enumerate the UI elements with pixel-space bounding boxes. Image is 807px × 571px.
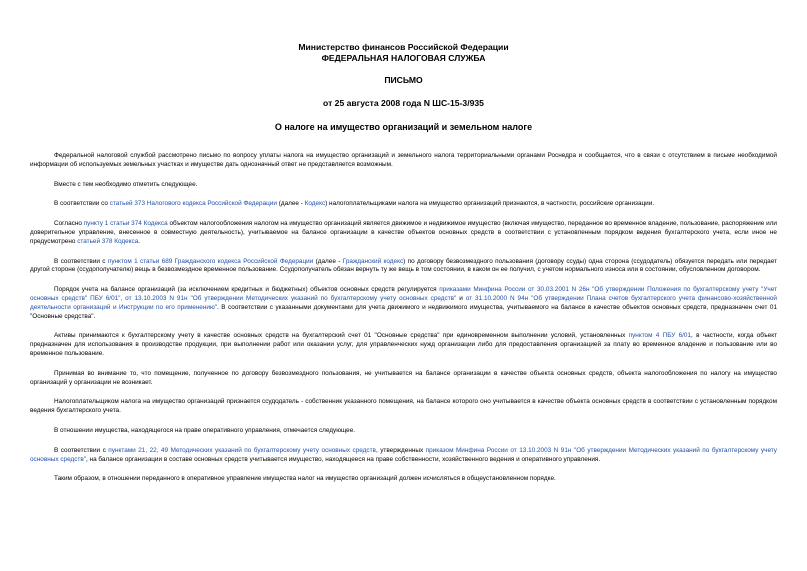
paragraph-text: В отношении имущества, находящегося на праве оперативного управления, отмечается следующее. xyxy=(54,426,356,434)
paragraph-text: Таким образом, в отношении переданного в оперативное управление имущества налог на имущество организаций должен исчисляться в общеустановленном порядке. xyxy=(54,475,556,483)
paragraph-text: . В соответствии с указанными документами для учета движимого и недвижимого имущества, учитываемого на балансе в качестве объектов основных средств, предназначен счет 01 "Основные средства". xyxy=(30,303,778,320)
document-link[interactable]: пункту 1 статьи 374 Кодекса xyxy=(83,220,168,228)
document-link[interactable]: пунктом 1 статьи 689 Гражданского кодекса Российской Федерации xyxy=(107,257,314,265)
document-date-number: от 25 августа 2008 года N ШС-15-3/935 xyxy=(323,97,484,108)
document-link[interactable]: приказом Минфина России от 13.10.2003 N 91н "Об утверждении Методических указаний по бухгалтерскому учету основных средств" xyxy=(30,446,777,463)
document-link[interactable]: статьей 378 Кодекса xyxy=(77,237,139,245)
document-link[interactable]: от 31.10.2000 N 94н "Об утверждении Плана счетов бухгалтерского учета финансово-хозяйственной деятельности организаций и Инструкции по его применению" xyxy=(30,294,777,311)
body-paragraph xyxy=(30,286,777,321)
body-paragraph xyxy=(30,398,777,416)
body-paragraph xyxy=(30,427,777,436)
body-paragraph xyxy=(30,258,777,276)
paragraph-text: Порядок учета на балансе организаций (за исключением кредитных и бюджетных) объектов основных средств регулируется xyxy=(54,286,440,294)
paragraph-text: Активы принимаются к бухгалтерскому учету в качестве основных средств на бухгалтерский счет 01 "Основные средства" при единовременном выполнении условий, установленных xyxy=(54,332,629,340)
document-link[interactable]: пунктом 4 ПБУ 6/01 xyxy=(628,332,692,340)
paragraph-text: (далее - xyxy=(276,200,305,208)
document-link[interactable]: Гражданский кодекс xyxy=(342,257,404,265)
paragraph-text: (далее - xyxy=(313,257,343,265)
service-name: ФЕДЕРАЛЬНАЯ НАЛОГОВАЯ СЛУЖБА xyxy=(321,52,486,63)
body-paragraph xyxy=(30,220,777,246)
paragraph-text: и xyxy=(456,294,466,302)
paragraph-text: ) по договору безвозмездного пользования (договору ссуды) одна сторона (ссудодатель) обязуется передать или передает другой стороне (ссудополучателю) вещь в безвозмездное временное пользование. Ссудополучатель обязан вернуть ту же вещь в том состоянии, в каком он ее получил, с учетом нормального износа или в состоянии, обусловленном договором. xyxy=(30,257,777,274)
ministry-name: Министерство финансов Российской Федерации xyxy=(298,42,509,52)
document-type: ПИСЬМО xyxy=(384,75,423,85)
document-link[interactable]: приказами Минфина России от 30.03.2001 N 26н "Об утверждении Положения по бухгалтерскому учету "Учет основных средств" ПБУ 6/01" xyxy=(30,286,777,302)
paragraph-text: , на балансе организации в составе основных средств учитывается имущество, находящееся на праве собственности, хозяйственного ведения и оперативного управления. xyxy=(86,455,601,463)
body-paragraph xyxy=(30,152,777,170)
document-topic: О налоге на имущество организаций и земельном налоге xyxy=(274,122,533,132)
paragraph-text: Налогоплательщиком налога на имущество организаций признается ссудодатель - собственник указанного помещения, на балансе которого оно учитывается в качестве объекта основных средств в соответствии с установленным порядком ведения бухгалтерского учета. xyxy=(30,398,777,415)
paragraph-text: ) налогоплательщиками налога на имущество организаций признаются, в частности, российские организации. xyxy=(325,200,655,208)
document-link[interactable]: пунктами 21, 22, 49 Методических указаний по бухгалтерскому учету основных средств xyxy=(108,446,376,454)
paragraph-text: объектом налогообложения налогом на имущество организаций является движимое и недвижимое имущество (включая имущество, переданное во временное владение, пользование, распоряжение или доверительное управление, внесенное в совместную деятельность), учитываемое на балансе организации в качестве объектов основных средств в соответствии с установленным порядком ведения бухгалтерского учета, если иное не предусмотрено xyxy=(30,220,777,245)
document-link[interactable]: , от 13.10.2003 N 91н "Об утверждении Методических указаний по бухгалтерскому учету основных средств" xyxy=(120,294,457,302)
body-paragraph xyxy=(30,447,777,465)
body-paragraph xyxy=(30,181,777,190)
paragraph-text: Принимая во внимание то, что помещение, полученное по договору безвозмездного пользования, не учитывается на балансе организации в качестве объекта основных средств, объекта налогообложения по налогу на имущество организаций у организации не возникает. xyxy=(30,369,777,386)
paragraph-text: В соответствии со xyxy=(54,200,110,208)
document-link[interactable]: Кодекс xyxy=(304,200,326,208)
paragraph-text: Федеральной налоговой службой рассмотрено письмо по вопросу уплаты налога на имущество организаций и земельного налога территориальными органами Роснедра и сообщается, что в связи с отсутствием в письме необходимой информации об используемых земельных участках и имуществе дать однозначный ответ не представляется возможным. xyxy=(30,152,777,168)
paragraph-text: , утвержденных xyxy=(375,446,426,454)
paragraph-text: . xyxy=(138,237,141,245)
body-paragraph xyxy=(30,200,777,209)
paragraph-text: Согласно xyxy=(54,220,84,228)
body-paragraph xyxy=(30,370,777,388)
paragraph-text: Вместе с тем необходимо отметить следующее. xyxy=(54,180,198,188)
body-paragraph xyxy=(30,332,777,358)
document-link[interactable]: статьей 373 Налогового кодекса Российской Федерации xyxy=(109,200,277,208)
paragraph-text: , в частности, когда объект предназначен для использования в производстве продукции, при выполнении работ или оказании услуг, для управленческих нужд организации либо для предоставления организацией за плату во временное владение и пользование или во временное пользование. xyxy=(30,332,777,357)
document-body xyxy=(30,152,777,484)
document-header xyxy=(0,0,807,108)
paragraph-text: В соответствии с xyxy=(54,446,109,454)
body-paragraph xyxy=(30,475,777,484)
paragraph-text: В соответствии с xyxy=(54,257,108,265)
